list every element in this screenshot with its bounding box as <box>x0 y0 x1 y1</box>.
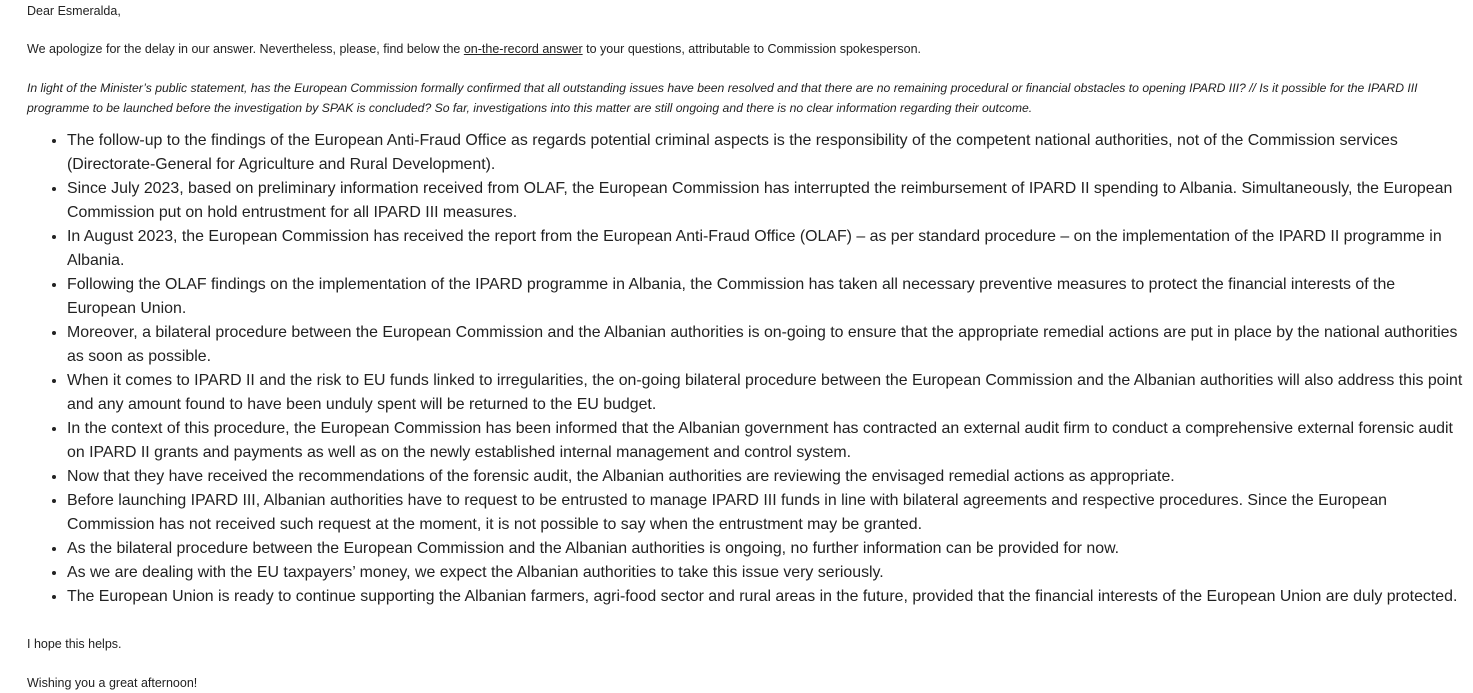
intro-text-before: We apologize for the delay in our answer. Nevertheless, please, find below the <box>27 42 464 56</box>
answer-item: • When it comes to IPARD II and the risk to EU funds linked to irregularities, the on-going bilateral procedure between the European Commission and the Albanian authorities will also address this point and any amount found to have been unduly spent will be returned to the EU budget. <box>67 369 1467 417</box>
answer-list <box>27 129 1467 609</box>
answer-item: • The European Union is ready to continue supporting the Albanian farmers, agri-food sector and rural areas in the future, provided that the financial interests of the European Union are duly protected. <box>67 585 1467 609</box>
answer-item: • Moreover, a bilateral procedure between the European Commission and the Albanian authorities is on-going to ensure that the appropriate remedial actions are put in place by the national authorities as soon as possible. <box>67 321 1467 369</box>
on-the-record-link[interactable]: on-the-record answer <box>463 42 583 56</box>
email-greeting: Dear Esmeralda, <box>27 4 121 18</box>
answer-item: • As the bilateral procedure between the European Commission and the Albanian authorities is ongoing, no further information can be provided for now. <box>67 537 1467 561</box>
answer-item: • Since July 2023, based on preliminary information received from OLAF, the European Commission has interrupted the reimbursement of IPARD II spending to Albania. Simultaneously, the European Commission put on hold entrustment for all IPARD III measures. <box>67 177 1467 225</box>
quoted-question: In light of the Minister’s public statement, has the European Commission formally confirmed that all outstanding issues have been resolved and that there are no remaining procedural or financial obstacles to opening IPARD III? // Is it possible for the IPARD III programme to be launched before the investigation by SPAK is concluded? So far, investigations into this matter are still ongoing and there is no clear information regarding their outcome. <box>27 81 1418 115</box>
answer-item: • Following the OLAF findings on the implementation of the IPARD programme in Albania, the Commission has taken all necessary preventive measures to protect the financial interests of the European Union. <box>67 273 1467 321</box>
email-closing: I hope this helps. <box>27 637 122 651</box>
answer-item: • In August 2023, the European Commission has received the report from the European Anti-Fraud Office (OLAF) – as per standard procedure – on the implementation of the IPARD II programme in Albania. <box>67 225 1467 273</box>
intro-text-after: to your questions, attributable to Commission spokesperson. <box>582 42 922 56</box>
answer-item: • In the context of this procedure, the European Commission has been informed that the Albanian government has contracted an external audit firm to conduct a comprehensive external forensic audit on IPARD II grants and payments as well as on the newly established internal management and control system. <box>67 417 1467 465</box>
answer-item: • Before launching IPARD III, Albanian authorities have to request to be entrusted to manage IPARD III funds in line with bilateral agreements and respective procedures. Since the European Commission has not received such request at the moment, it is not possible to say when the entrustment may be granted. <box>67 489 1467 537</box>
email-intro <box>27 39 921 59</box>
email-signoff: Wishing you a great afternoon! <box>27 676 198 690</box>
answer-item: • The follow-up to the findings of the European Anti-Fraud Office as regards potential criminal aspects is the responsibility of the competent national authorities, not of the Commission services (Directorate-General for Agriculture and Rural Development). <box>67 129 1467 177</box>
answer-item: • Now that they have received the recommendations of the forensic audit, the Albanian authorities are reviewing the envisaged remedial actions as appropriate. <box>67 465 1467 489</box>
answer-item: • As we are dealing with the EU taxpayers’ money, we expect the Albanian authorities to take this issue very seriously. <box>67 561 1467 585</box>
